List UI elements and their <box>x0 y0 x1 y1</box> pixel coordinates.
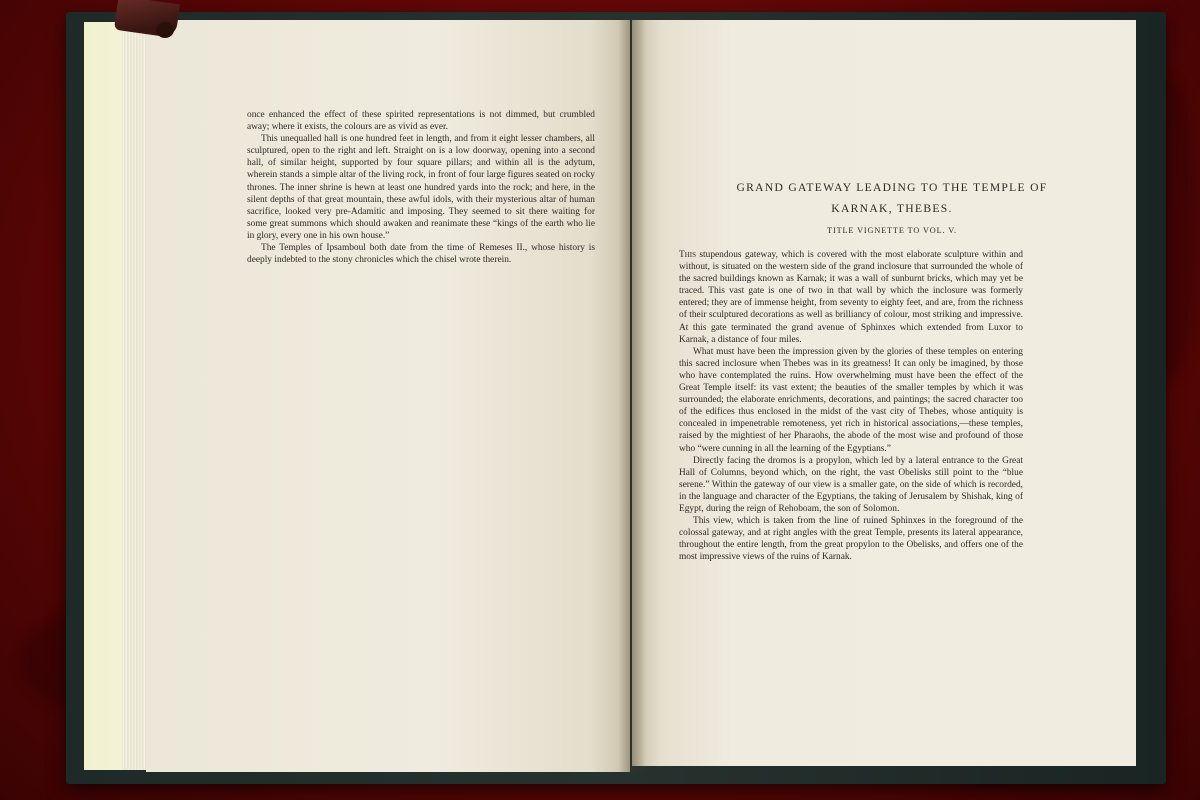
right-paragraph: What must have been the impression given by the glories of these temples on entering this sacred inclosure when Thebes was in its greatness! It can only be imagined, by those who have contemplated the ruins. How overwhelming must have been the effect of the Great Temple itself: its vast extent; the beauties of the smaller temples by which it was surrounded; the elaborate enrichments, decorations, and paintings; the sacred character too of the edifices thus enclosed in the midst of the vast city of Thebes, whose antiquity is concealed in impenetrable remoteness, yet rich in historical associations,—these temples, raised by the mightiest of her Pharaohs, the abode of the most wise and profound of those who “were cunning in all the learning of the Egyptians.” <box>679 346 1023 454</box>
chapter-subtitle: TITLE VIGNETTE TO VOL. V. <box>827 226 957 235</box>
right-page-text <box>679 249 1023 563</box>
right-paragraph: Directly facing the dromos is a propylon, which led by a lateral entrance to the Great Hall of Columns, beyond which, on the right, the vast Obelisks still point to the “blue serene.” Within the gateway of our view is a smaller gate, on the side of which is recorded, in the language and character of the Egyptians, the taking of Jerusalem by Shishak, king of Egypt, during the reign of Rehoboam, the son of Solomon. <box>679 455 1023 514</box>
left-page-text <box>247 109 595 266</box>
chapter-title-line1: GRAND GATEWAY LEADING TO THE TEMPLE OF <box>736 181 1048 194</box>
left-paragraph: once enhanced the effect of these spirited representations is not dimmed, but crumbled away; where it exists, the colours are as vivid as ever. <box>247 110 595 133</box>
chapter-title-line2: KARNAK, THEBES. <box>831 202 953 215</box>
right-paragraph-body: stupendous gateway, which is covered with the most elaborate sculpture within and without, is situated on the western side of the grand inclosure that surrounded the whole of the sacred buildings known as Karnak; it was a wall of sunburnt bricks, which may yet be traced. This vast gate is one of two in that wall by which the inclosure was formerly entered; they are of immense height, from seventy to eighty feet, and are, from the richness of their sculptured decorations as well as brilliancy of colour, most striking and impressive. At this gate terminated the grand avenue of Sphinxes which extended from Luxor to Karnak, a distance of four miles. <box>679 250 1023 345</box>
bookmark-ribbon-tip <box>156 22 174 38</box>
right-paragraph <box>679 249 1023 346</box>
page-stack-edge <box>122 22 148 770</box>
left-paragraph: This unequalled hall is one hundred feet in length, and from it eight lesser chambers, all sculptured, open to the right and left. Straight on is a low doorway, opening into a second hall, of similar height, supported by four square pillars; and within all is the adytum, wherein stands a simple altar of the living rock, in front of four large figures seated on rocky thrones. The inner shrine is hewn at least one hundred yards into the rock; and here, in the silent depths of that great mountain, these awful idols, with their mysterious altar of human sacrifice, looked very pre-Adamitic and imposing. They seemed to sit there waiting for some great summons which should awaken and reanimate these “kings of the earth who lie in glory, every one in his own house.” <box>247 134 595 241</box>
drop-word: This <box>679 250 697 260</box>
book-gutter <box>618 20 646 772</box>
left-paragraph: The Temples of Ipsamboul both date from the time of Remeses II., whose history is deeply indebted to the stony chronicles which the chisel wrote therein. <box>247 243 595 266</box>
right-paragraph: This view, which is taken from the line of ruined Sphinxes in the foreground of the colossal gateway, and at right angles with the great Temple, presents its lateral appearance, throughout the entire length, from the great propylon to the Obelisks, and offers one of the most impressive views of the ruins of Karnak. <box>679 516 1023 563</box>
